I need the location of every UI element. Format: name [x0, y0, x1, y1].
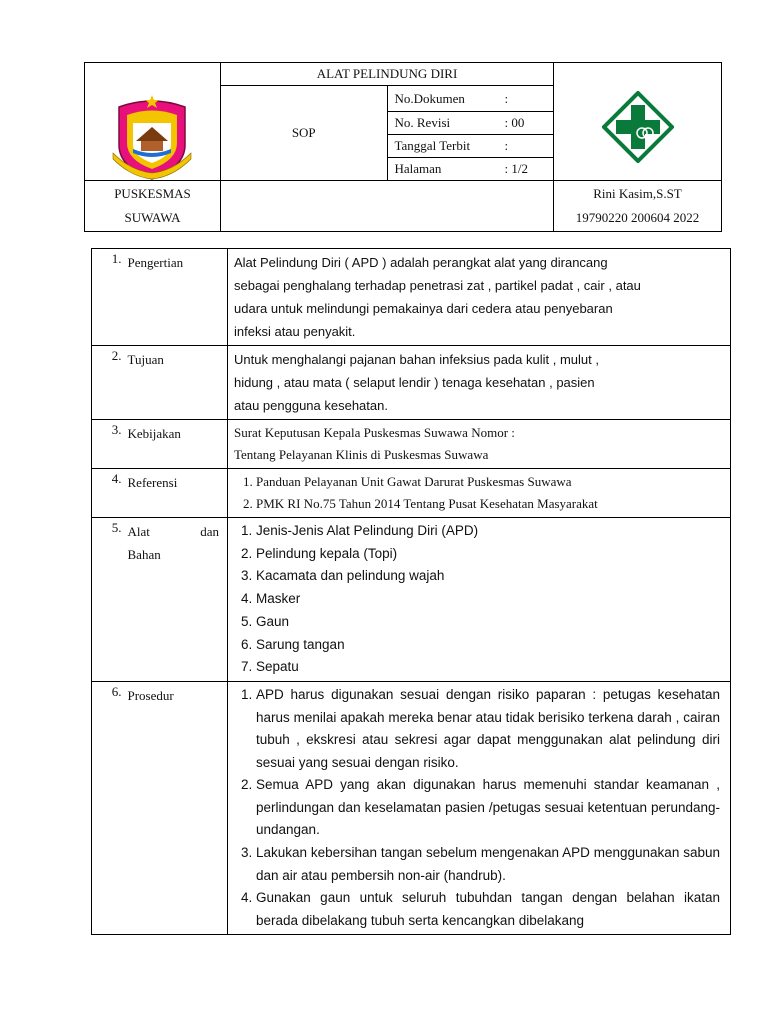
content-kebijakan: Surat Keputusan Kepala Puskesmas Suwawa Nomor : Tentang Pelayanan Klinis di Puskesmas Suwawa [228, 420, 731, 469]
content-referensi [228, 469, 731, 518]
list-item: 7. Sepatu [256, 656, 720, 679]
label-tujuan: Tujuan [128, 346, 228, 420]
puskesmas-logo-cell [554, 63, 722, 181]
label-kebijakan: Kebijakan [128, 420, 228, 469]
row-prosedur: 6. Prosedur 1. APD harus digunakan sesuai dengan risiko paparan : petugas kesehatan harus menilai apakah mereka benar atau tidak berisiko terkena darah , cairan tubuh , ekskresi atau sekresi agar dapat menggunakan alat pelindung diri sesuai yang sesuai dengan risiko. 2. Semua APD yang akan digunakan harus memenuhi standar keamanan , perlindungan dan keselamatan pasien /petugas sesuai ketentuan perundang-undangan. 3. Lakukan kebersihan tangan sebelum mengenakan APD menggunakan sabun dan air atau pembersih non-air (handrub). 4. Gunakan gaun untuk seluruh tubuhdan tangan dengan belahan ikatan berada dibelakang tubuh serta kencangkan dibelakang [92, 681, 731, 935]
list-item: 2. PMK RI No.75 Tahun 2014 Tentang Pusat Kesehatan Masyarakat [256, 493, 720, 515]
meta-row-revisi: No. Revisi : 00 [387, 112, 554, 135]
regency-emblem-icon [111, 93, 193, 183]
list-item: 2. Semua APD yang akan digunakan harus memenuhi standar keamanan , perlindungan dan keselamatan pasien /petugas sesuai ketentuan perundang-undangan. [256, 774, 720, 842]
list-item: 3. Kacamata dan pelindung wajah [256, 565, 720, 588]
meta-row-halaman: Halaman : 1/2 [387, 158, 554, 181]
blank-cell [221, 181, 554, 232]
label-referensi: Referensi [128, 469, 228, 518]
sop-label: SOP [221, 86, 388, 181]
signer-nip: 19790220 200604 2022 [575, 210, 700, 225]
puskesmas-cross-icon [602, 91, 674, 163]
signer-name: Rini Kasim,S.ST [593, 186, 682, 201]
document-title: ALAT PELINDUNG DIRI [221, 63, 554, 86]
list-item: 3. Lakukan kebersihan tangan sebelum mengenakan APD menggunakan sabun dan air atau pembersih non-air (handrub). [256, 842, 720, 887]
content-tujuan: Untuk menghalangi pajanan bahan infeksius pada kulit , mulut , hidung , atau mata ( selaput lendir ) tenaga kesehatan , pasien atau pengguna kesehatan. [228, 346, 731, 420]
label-pengertian: Pengertian [128, 249, 228, 346]
content-pengertian: Alat Pelindung Diri ( APD ) adalah perangkat alat yang dirancang sebagai penghalang terhadap penetrasi zat , partikel padat , cair , atau udara untuk melindungi pemakainya dari cedera atau penyebaran infeksi atau penyakit. [228, 249, 731, 346]
list-item: 6. Sarung tangan [256, 634, 720, 657]
label-alat-bahan: Alat dan Bahan [128, 518, 228, 682]
row-tujuan: 2. Tujuan Untuk menghalangi pajanan bahan infeksius pada kulit , mulut , hidung , atau mata ( selaput lendir ) tenaga kesehatan , pasien atau pengguna kesehatan. [92, 346, 731, 420]
list-item: 4. Gunakan gaun untuk seluruh tubuhdan tangan dengan belahan ikatan berada dibelakang tubuh serta kencangkan dibelakang [256, 887, 720, 932]
list-item: 5. Gaun [256, 611, 720, 634]
meta-row-tanggal: Tanggal Terbit : [387, 135, 554, 158]
list-item: 2. Pelindung kepala (Topi) [256, 543, 720, 566]
organization-name: PUSKESMAS SUWAWA [85, 181, 221, 232]
list-item: 1. Panduan Pelayanan Unit Gawat Darurat Puskesmas Suwawa [256, 471, 720, 493]
row-kebijakan: 3. Kebijakan Surat Keputusan Kepala Puskesmas Suwawa Nomor : Tentang Pelayanan Klinis di Puskesmas Suwawa [92, 420, 731, 469]
list-item: 1. Jenis-Jenis Alat Pelindung Diri (APD) [256, 520, 720, 543]
sop-content-table [91, 248, 731, 935]
list-item: 1. APD harus digunakan sesuai dengan risiko paparan : petugas kesehatan harus menilai apakah mereka benar atau tidak berisiko terkena darah , cairan tubuh , ekskresi atau sekresi agar dapat menggunakan alat pelindung diri sesuai yang sesuai dengan risiko. [256, 684, 720, 774]
content-alat-bahan [228, 518, 731, 682]
row-alat-bahan: 5. Alat dan Bahan 1. Jenis-Jenis Alat Pelindung Diri (APD) 2. Pelindung kepala (Topi) 3. Kacamata dan pelindung wajah 4. Masker 5. Gaun 6. Sarung tangan 7. Sepatu [92, 518, 731, 682]
meta-row-dokumen: No.Dokumen : [387, 86, 554, 112]
row-pengertian: 1. Pengertian Alat Pelindung Diri ( APD ) adalah perangkat alat yang dirancang sebagai penghalang terhadap penetrasi zat , partikel padat , cair , atau udara untuk melindungi pemakainya dari cedera atau penyebaran infeksi atau penyakit. [92, 249, 731, 346]
label-prosedur: Prosedur [128, 681, 228, 935]
content-prosedur [228, 681, 731, 935]
row-referensi: 4. Referensi 1. Panduan Pelayanan Unit Gawat Darurat Puskesmas Suwawa 2. PMK RI No.75 Tahun 2014 Tentang Pusat Kesehatan Masyarakat [92, 469, 731, 518]
regency-logo-cell [85, 63, 221, 181]
list-item: 4. Masker [256, 588, 720, 611]
sop-header-table [84, 62, 722, 232]
signer-block [554, 181, 722, 232]
